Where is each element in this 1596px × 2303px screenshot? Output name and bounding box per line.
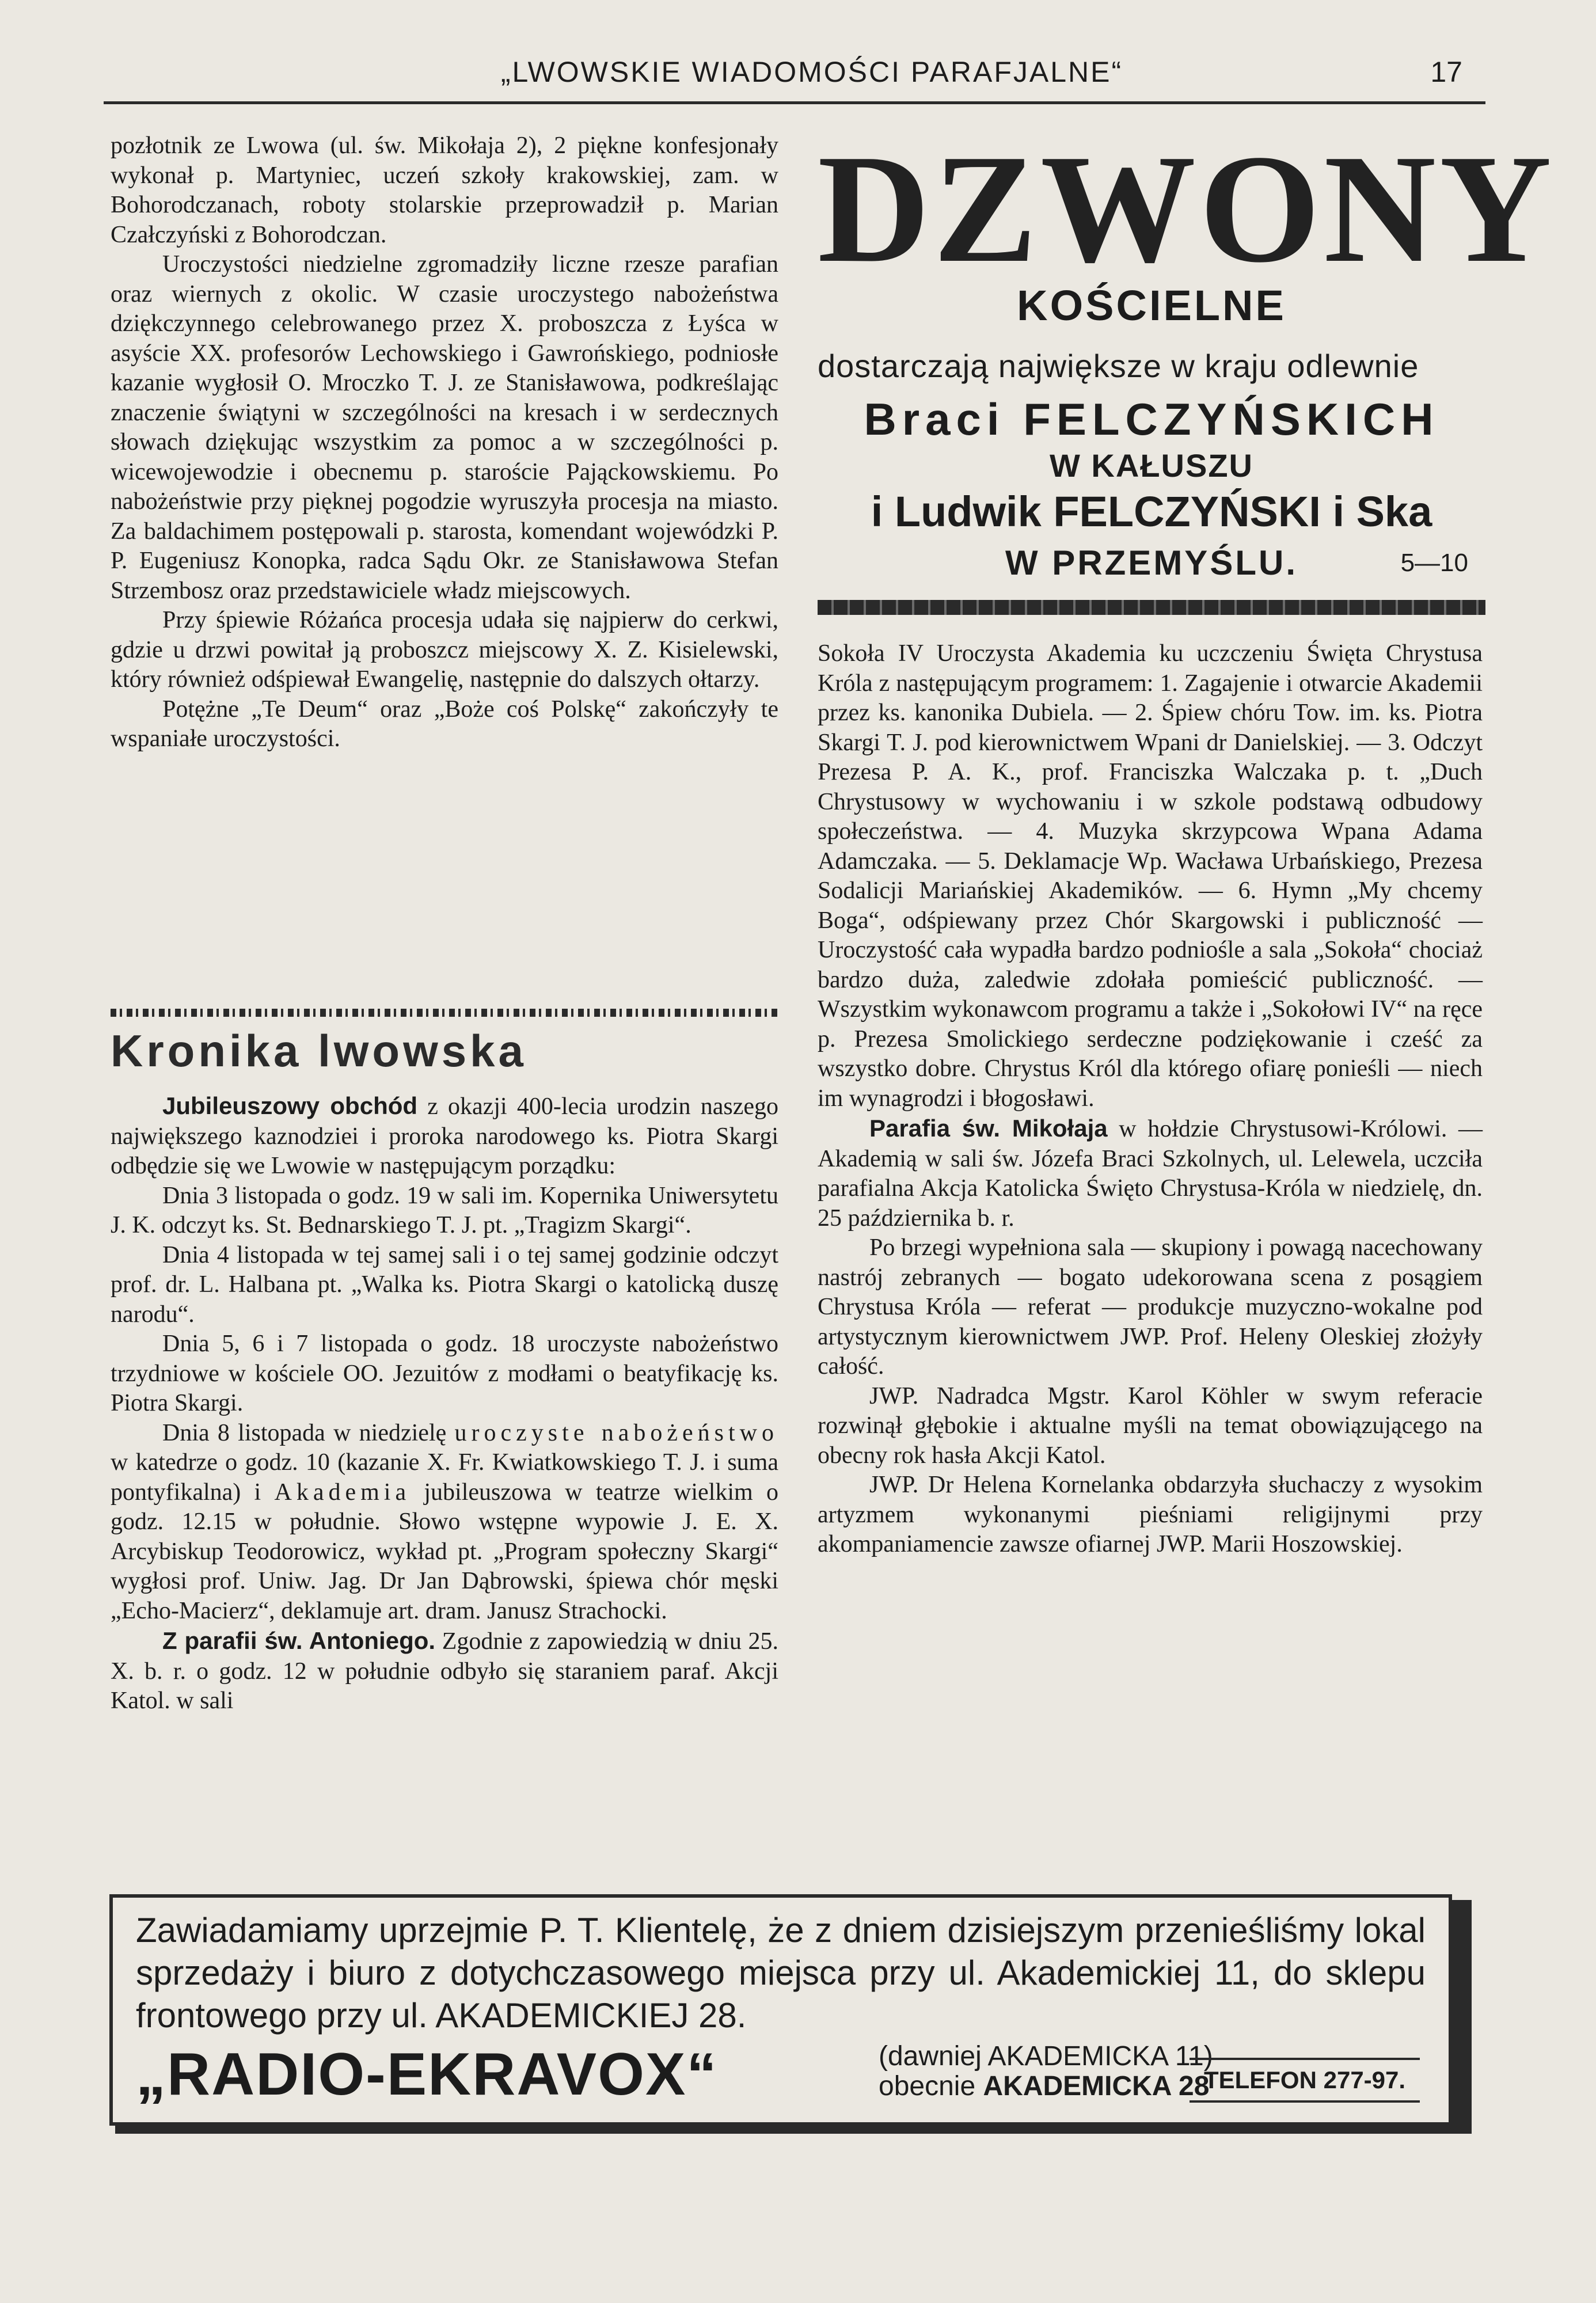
running-title: „LWOWSKIE WIADOMOŚCI PARAFJALNE“ (500, 56, 1123, 88)
running-head (104, 55, 1485, 104)
spaced-text: uroczyste nabożeństwo (454, 1419, 778, 1446)
paragraph-text: Zgodnie z zapowiedzią w dniu 25. X. b. r. o godz. 12 w południe odbyło się staraniem paraf. Akcji Katol. w sali (111, 1628, 779, 1714)
lead-text: Z parafii św. Antoniego. (162, 1627, 436, 1654)
new-address-label: obecnie (879, 2071, 983, 2101)
paragraph: pozłotnik ze Lwowa (ul. św. Mikołaja 2), 2 piękne konfesjonały wykonał p. Martyniec, uczeń szkoły krakowskiej, zam. w Bohorodczanach, roboty stolarskie przeprowadził p. Marian Czałczyński z Bohorodczan. (111, 132, 778, 248)
paragraph (111, 1419, 778, 1626)
lead-text: Jubileuszowy obchód (162, 1092, 418, 1119)
paragraph: Przy śpiewie Różańca procesja udała się najpierw do cerkwi, gdzie u drzwi powitał ją proboszcz miejscowy X. Z. Kisielewski, który również odśpiewał Ewangelię, następnie do dalszych ołtarzy. (111, 607, 778, 693)
ornament-divider (111, 1009, 778, 1017)
radio-advertisement (109, 1894, 1452, 2126)
ad-line: W KAŁUSZU (1050, 447, 1253, 484)
ad-line: dostarczają największe w kraju odlewnie (818, 348, 1419, 384)
paragraph: JWP. Dr Helena Kornelanka obdarzyła słuchaczy z wysokim artyzmem wykonanymi pieśniami religijnymi przy akompaniamencie zawsze ofiarnej JWP. Marii Hoszowskiej. (818, 1472, 1483, 1557)
ad-title: DZWONY (818, 123, 1556, 295)
article-continuation (111, 131, 778, 754)
right-column-text (818, 639, 1483, 1560)
paragraph (111, 1626, 778, 1716)
paragraph-text: w hołdzie Chrystusowi-Królowi. — Akademią w sali św. Józefa Braci Szkolnych, ul. Lelewela, uczciła parafialna Akcja Katolicka Święto Chrystusa-Króla w niedzielę, dn. 25 października b. r. (818, 1116, 1483, 1232)
paragraph-text: z okazji 400-lecia urodzin naszego największego kaznodziei i proroka narodowego ks. Piotra Skargi odbędzie się we Lwowie w następującym porządku: (111, 1093, 778, 1179)
old-address: (dawniej AKADEMICKA 11) (879, 2041, 1213, 2072)
paragraph: Dnia 5, 6 i 7 listopada o godz. 18 uroczyste nabożeństwo trzydniowe w kościele OO. Jezuitów z modłami o beatyfikację ks. Piotra Skargi. (111, 1331, 778, 1416)
ad-code: 5—10 (1400, 549, 1468, 577)
ad-line: i Ludwik FELCZYŃSKI i Ska (871, 488, 1432, 535)
decorative-rule (818, 600, 1485, 615)
paragraph (818, 1114, 1483, 1233)
ad-subtitle: KOŚCIELNE (1017, 282, 1286, 329)
paragraph-text: jubileuszowa w teatrze wielkim o godz. 12.15 w południe. Słowo wstępne wypowie J. E. X. Arcybiskup Teodorowicz, wykład pt. „Program społeczny Skargi“ wygłosi prof. Uniw. Jag. Dr Jan Dąbrowski, śpiewa chór męski „Echo-Macierz“, deklamuje art. dram. Janusz Strachocki. (111, 1479, 778, 1624)
ad-phone: TELEFON 277-97. (1190, 2058, 1420, 2103)
ad-shadow (1449, 1900, 1472, 2130)
paragraph-text: Dnia 8 listopada w niedzielę (162, 1419, 455, 1446)
paragraph (111, 1091, 778, 1181)
paragraph: Uroczystości niedzielne zgromadziły liczne rzesze parafian oraz wiernych z okolic. W czasie uroczystego nabożeństwa dziękczynnego celebrowanego przez X. proboszcza z Łyśca w asyście XX. profesorów Lechowskiego i Gawrońskiego, podniosłe kazanie wygłosił O. Mroczko T. J. ze Stanisławowa, podkreślając znaczenie świątyni w szczególności na kresach i w serdecznych słowach dziękując wszystkim za pomoc a w szczególności p. wicewojewodzie i obecnemu p. staroście Pająckowskiemu. Po nabożeństwie przy pięknej pogodzie wyruszyła procesja na miasto. Za baldachimem postępowali p. starosta, komendant wojewódzki P. P. Eugeniusz Konopka, radca Sądu Okr. ze Stanisławowa Stefan Strzembosz oraz przedstawiciele władz miejscowych. (111, 251, 778, 604)
ad-notice: Zawiadamiamy uprzejmie P. T. Klientelę, że z dniem dzisiejszym przenieśliśmy lokal sprzedaży i biuro z dotychczasowego miejsca przy ul. Akademickiej 11, do sklepu frontowego przy ul. AKADEMICKIEJ 28. (136, 1911, 1426, 2035)
page-number: 17 (1430, 56, 1462, 88)
bells-advertisement (818, 123, 1556, 586)
paragraph: Dnia 4 listopada w tej samej sali i o tej samej godzinie odczyt prof. dr. L. Halbana pt. „Walka ks. Piotra Skargi o katolicką duszę narodu“. (111, 1241, 778, 1328)
new-address-value: AKADEMICKA 28 (983, 2071, 1210, 2101)
paragraph: Dnia 3 listopada o godz. 19 w sali im. Kopernika Uniwersytetu J. K. odczyt ks. St. Bednarskiego T. J. pt. „Tragizm Skargi“. (111, 1182, 778, 1238)
lead-text: Parafia św. Mikołaja (869, 1115, 1108, 1142)
paragraph: Po brzegi wypełniona sala — skupiony i powagą nacechowany nastrój zebranych — bogato udekorowana scena z posągiem Chrystusa Króla — referat — produkcje muzyczno-wokalne pod artystycznym kierownictwem JWP. Prof. Heleny Oleskiej złożyły całość. (818, 1234, 1483, 1379)
ad-brand: „RADIO-EKRAVOX“ (136, 2041, 718, 2108)
spaced-text: Akademia (274, 1479, 411, 1506)
paragraph: JWP. Nadradca Mgstr. Karol Köhler w swym referacie rozwinął głębokie i aktualne myśli na temat obowiązującego na obecny rok hasła Akcji Katol. (818, 1382, 1483, 1469)
paragraph: Potężne „Te Deum“ oraz „Boże coś Polskę“ zakończyły te wspaniałe uroczystości. (111, 696, 778, 752)
paragraph: Sokoła IV Uroczysta Akademia ku uczczeniu Święta Chrystusa Króla z następującym programem: 1. Zagajenie i otwarcie Akademii przez ks. kanonika Dubiela. — 2. Śpiew chóru Tow. im. ks. Piotra Skargi T. J. pod kierownictwem Wpani dr Danielskiej. — 3. Odczyt Prezesa P. A. K., prof. Franciszka Walczaka p. t. „Duch Chrystusowy w wychowaniu i w szkole podstawą odbudowy społeczeństwa. — 4. Muzyka skrzypcowa Wpana Adama Adamczaka. — 5. Deklamacje Wp. Wacława Urbańskiego, Prezesa Sodalicji Mariańskiej Akademików. — 6. Hymn „My chcemy Boga“, odśpiewany przez Chór Skargowski i publiczność — Uroczystość cała wypadła bardzo podniośle a sala „Sokoła“ chociaż bardzo duża, zaledwie zdołała pomieścić publiczność. — Wszystkim wykonawcom programu a także i „Sokołowi IV“ na ręce p. Prezesa Smolickiego serdeczne podziękowanie i cześć za wszystko dobre. Chrystus Król dla którego ofiarę ponieśli — niech im wynagrodzi i błogosławi. (818, 640, 1483, 1112)
ad-line: Braci FELCZYŃSKICH (864, 394, 1439, 444)
section-heading: Kronika lwowska (111, 1025, 527, 1076)
paragraph-text: w katedrze o godz. 10 (kazanie X. Fr. Kwiatkowskiego T. J. i suma pontyfikalna) i (111, 1449, 778, 1506)
ad-line: W PRZEMYŚLU. (1005, 544, 1298, 582)
kronika-section (111, 1091, 778, 1716)
